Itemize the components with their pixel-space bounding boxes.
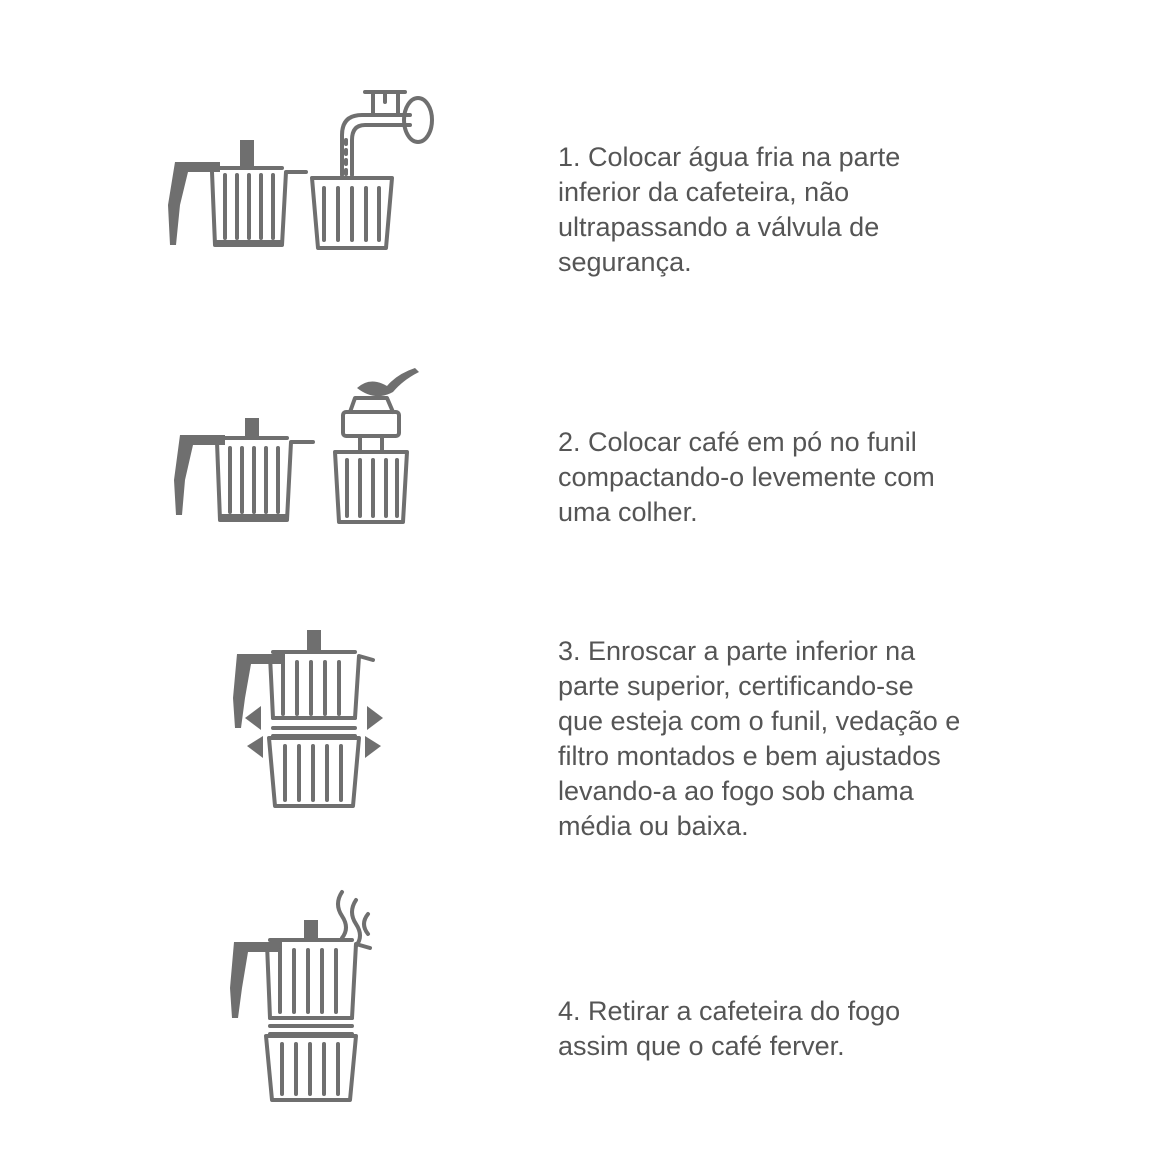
moka-base-icon	[312, 178, 392, 248]
steaming-pot-illustration	[220, 888, 380, 1108]
step-4-text: 4. Retirar a cafeteira do fogo assim que o café ferver.	[558, 996, 901, 1061]
step-3-text: 3. Enroscar a parte inferior na parte superior, certificando-se que esteja com o funil, vedação e filtro montados e bem ajustados levando-a ao fogo sob chama média ou baixa.	[558, 636, 961, 841]
steam-icon	[338, 892, 368, 946]
spoon-icon	[357, 368, 419, 396]
moka-pot-assembled-icon	[230, 920, 370, 1100]
faucet-icon	[342, 92, 432, 175]
funnel-icon	[343, 398, 399, 452]
moka-base-icon	[335, 452, 407, 522]
screwing-pot-illustration	[225, 628, 385, 818]
moka-pot-upper-icon	[168, 140, 306, 245]
faucet-filling-pot-illustration	[160, 80, 450, 260]
moka-pot-upper-icon	[174, 418, 313, 520]
step-1-text: 1. Colocar água fria na parte inferior da cafeteira, não ultrapassando a válvula de segurança.	[558, 142, 901, 277]
step-2-text: 2. Colocar café em pó no funil compactando-o levemente com uma colher.	[558, 427, 935, 527]
coffee-funnel-illustration	[165, 360, 425, 530]
